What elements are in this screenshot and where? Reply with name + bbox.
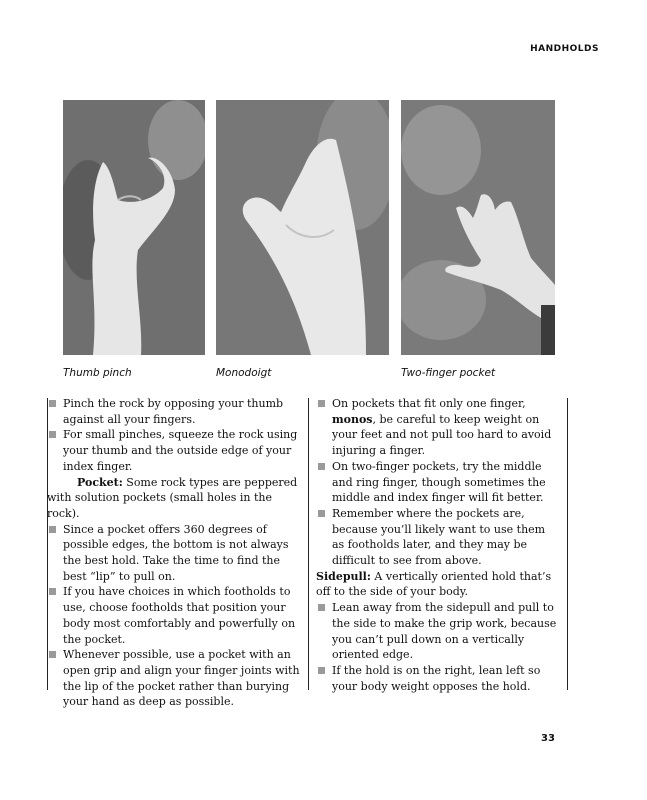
two-finger-pocket-photo [401,100,555,355]
right-column [316,396,560,694]
list-item: Pinch the rock by opposing your thumb against all your fingers. [47,396,303,427]
bullet-square-icon [318,463,325,470]
list-item: On pockets that fit only one finger, monos, be careful to keep weight on your feet and not pull too hard to avoid injuring a finger. [316,396,560,459]
bullet-square-icon [318,510,325,517]
bullet-square-icon [49,400,56,407]
bullet-square-icon [49,588,56,595]
thumb-pinch-photo [63,100,205,355]
list-item: Remember where the pockets are, because you’ll likely want to use them as footholds later, and they may be difficult to see from above. [316,506,560,569]
paragraph: Pocket: Some rock types are peppered with solution pockets (small holes in the rock). [47,475,298,520]
bullet-square-icon [49,526,56,533]
list-item: If you have choices in which footholds to use, choose footholds that position your body most comfortably and powerfully on the pocket. [47,584,303,647]
column-rule [308,398,309,690]
bullet-square-icon [49,651,56,658]
bullet-square-icon [318,604,325,611]
list-item: For small pinches, squeeze the rock using your thumb and the outside edge of your index finger. [47,427,303,474]
list-item: Since a pocket offers 360 degrees of possible edges, the bottom is not always the best hold. Take the time to find the best “lip” to pull on. [47,522,303,585]
column-rule [567,398,568,690]
list-item: Lean away from the sidepull and pull to the side to make the grip work, because you can’t pull down on a vertically oriented edge. [316,600,560,663]
bullet-square-icon [318,400,325,407]
running-header: HANDHOLDS [530,44,599,54]
figure-caption: Monodoigt [216,367,272,379]
monodoigt-photo [216,100,389,355]
paragraph: Sidepull: A vertically oriented hold that’s off to the side of your body. [316,569,552,599]
list-item: If the hold is on the right, lean left so your body weight opposes the hold. [316,663,560,694]
bullet-square-icon [49,431,56,438]
bullet-square-icon [318,667,325,674]
list-item: Whenever possible, use a pocket with an open grip and align your finger joints with the lip of the pocket rather than burying your hand as deep as possible. [47,647,303,710]
left-column [47,396,303,710]
page-number: 33 [541,733,555,744]
list-item: On two-finger pockets, try the middle and ring finger, though sometimes the middle and index finger will fit better. [316,459,560,506]
figure-caption: Two-finger pocket [401,367,496,379]
figure-caption: Thumb pinch [63,367,132,379]
